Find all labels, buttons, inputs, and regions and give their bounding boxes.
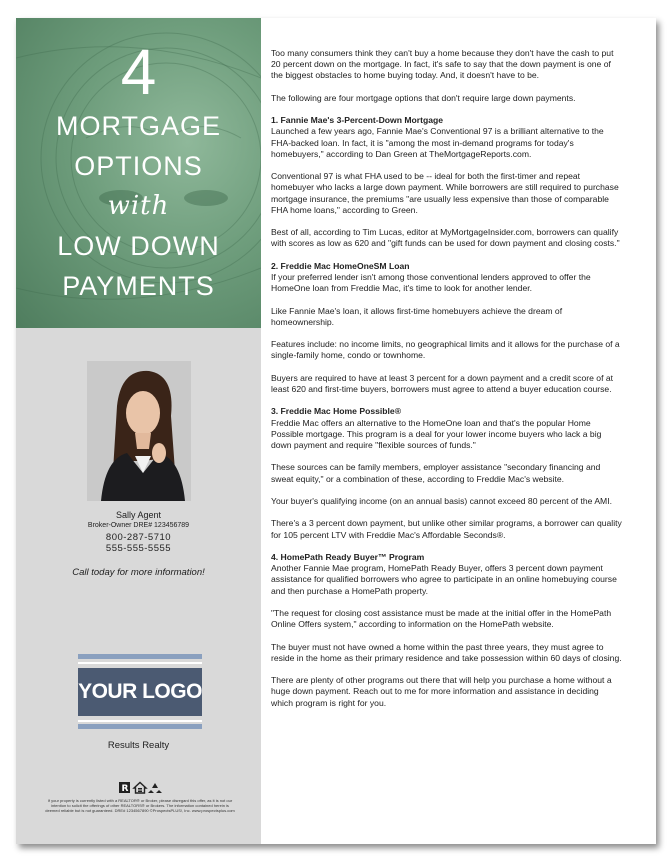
logo-stripe-bottom (78, 724, 202, 729)
agent-name: Sally Agent (115, 510, 162, 520)
section-3-paragraph-2: These sources can be family members, employer assistance "secondary financing and sweat equity," or a combination of these, according to Freddie Mac's website. (271, 462, 601, 484)
realtor-equal-housing-recycle-icons (118, 781, 162, 795)
agent-phone-primary[interactable]: 800-287-5710 (105, 532, 172, 543)
company-name: Results Realty (107, 740, 170, 751)
agent-phone-secondary[interactable]: 555-555-5555 (105, 543, 172, 554)
article-body (271, 48, 623, 720)
section-1-heading: 1. Fannie Mae's 3-Percent-Down Mortgage (271, 115, 444, 126)
svg-text:R: R (121, 784, 129, 794)
section-4-paragraph-3: The buyer must not have owned a home within the past three years, they must agree to reside in the home as their primary residence and take possession within 60 days of closing. (271, 641, 622, 663)
section-1-paragraph-2: Conventional 97 is what FHA used to be -- ideal for both the first-timer and repeat homebuyer who lacks a large down payment. While borrowers are still required to purchase mortgage insurance, the premiums "are usually less expensive than those of comparable FHA home loans," according to Green. (271, 171, 619, 215)
section-3-paragraph-1: Freddie Mac offers an alternative to the HomeOne loan and that's the popular Home Possible mortgage. This program is a deal for your lower income buyers who lack a big down payment and require "flexible sources of funds." (271, 417, 602, 450)
hero-line-mortgage: MORTGAGE (55, 111, 222, 141)
hero-banner (16, 18, 261, 328)
hero-number: 4 (120, 36, 157, 108)
closing-paragraph: There are plenty of other programs out there that will help you purchase a home without a huge down payment. Reach out to me for more information and assistance in deciding which program is right for you. (271, 675, 612, 708)
section-4-paragraph-1: Another Fannie Mae program, HomePath Ready Buyer, offers 3 percent down payment assistance for qualified borrowers who agree to participate in an online homebuying course and then purchase a HomePath property. (271, 563, 617, 596)
section-2-heading: 2. Freddie Mac HomeOneSM Loan (271, 260, 410, 271)
agent-dre-number: Broker-Owner DRE# 123456789 (87, 522, 190, 529)
logo-stripe-top (78, 654, 202, 659)
section-4-paragraph-2: "The request for closing cost assistance must be made at the initial offer in the HomePath Online Offers system," according to information on the HomePath website. (271, 607, 612, 630)
section-1-paragraph-1: Launched a few years ago, Fannie Mae's Conventional 97 is a brilliant alternative to the FHA-backed loan. In fact, it is "among the most in-demand programs for today's homebuyers," according to Dan Green at TheMortgageReports.com. (271, 126, 604, 159)
agent-photo (87, 361, 191, 501)
section-2-paragraph-1: If your preferred lender isn't among those conventional lenders approved to offer the HomeOne loan from Freddie Mac, it's time to look for another lender. (271, 271, 591, 294)
flyer-page (16, 18, 656, 844)
company-logo (78, 654, 202, 730)
section-3-paragraph-3: Your buyer's qualifying income (on an annual basis) cannot exceed 80 percent of the AMI. (271, 495, 612, 506)
hero-line-low-down: LOW DOWN (57, 231, 220, 261)
hero-line-options: OPTIONS (74, 151, 203, 181)
logo-text: YOUR LOGO (78, 680, 202, 703)
legal-disclaimer: If your property is currently listed with a REALTOR® or Broker, please disregard this offer, as it is not our intention to solicit the offerings of other REALTORS® or Brokers. The information contained herein is deemed reliable but is not guaranteed. DRE# 1234567890 ©ProspectsPLUS!, Inc. www.prospectsplus.com (45, 798, 235, 813)
intro-paragraph-1: Too many consumers think they can't buy a home because they don't have the cash to put 20 percent down on the mortgage. In fact, it's safe to say that the down payment is one of the biggest obstacles to home buying today. And, it doesn't have to be. (271, 48, 614, 81)
logo-stripe-white-bottom (78, 720, 202, 722)
intro-paragraph-2: The following are four mortgage options that don't require large down payments. (271, 92, 576, 103)
section-3-paragraph-4: There's a 3 percent down payment, but unlike other similar programs, a borrower can quality for 105 percent LTV with Freddie Mac's Affordable Seconds®. (271, 518, 622, 540)
section-2-paragraph-2: Like Fannie Mae's loan, it allows first-time homebuyers achieve the dream of homeownership. (271, 305, 563, 327)
left-panel (16, 18, 261, 844)
agent-portrait-icon (87, 361, 191, 501)
section-2-paragraph-4: Buyers are required to have at least 3 percent for a down payment and a credit score of at least 620 and first-time buyers, borrowers must agree to attend a buyer education course. (271, 372, 614, 394)
section-1-paragraph-3: Best of all, according to Tim Lucas, editor at MyMortgageInsider.com, borrowers can qualify with scores as low as 620 and "gift funds can be used for down payment and closing costs." (271, 227, 620, 249)
logo-stripe-white (78, 662, 202, 664)
hero-line-with: with (107, 191, 170, 221)
call-to-action: Call today for more information! (72, 567, 205, 578)
section-2-paragraph-3: Features include: no income limits, no geographical limits and it allows for the purchase of a single-family home, condo or townhome. (271, 339, 620, 361)
section-4-heading: 4. HomePath Ready Buyer™ Program (271, 551, 425, 562)
section-3-heading: 3. Freddie Mac Home Possible® (271, 406, 402, 417)
hero-line-payments: PAYMENTS (62, 271, 215, 301)
